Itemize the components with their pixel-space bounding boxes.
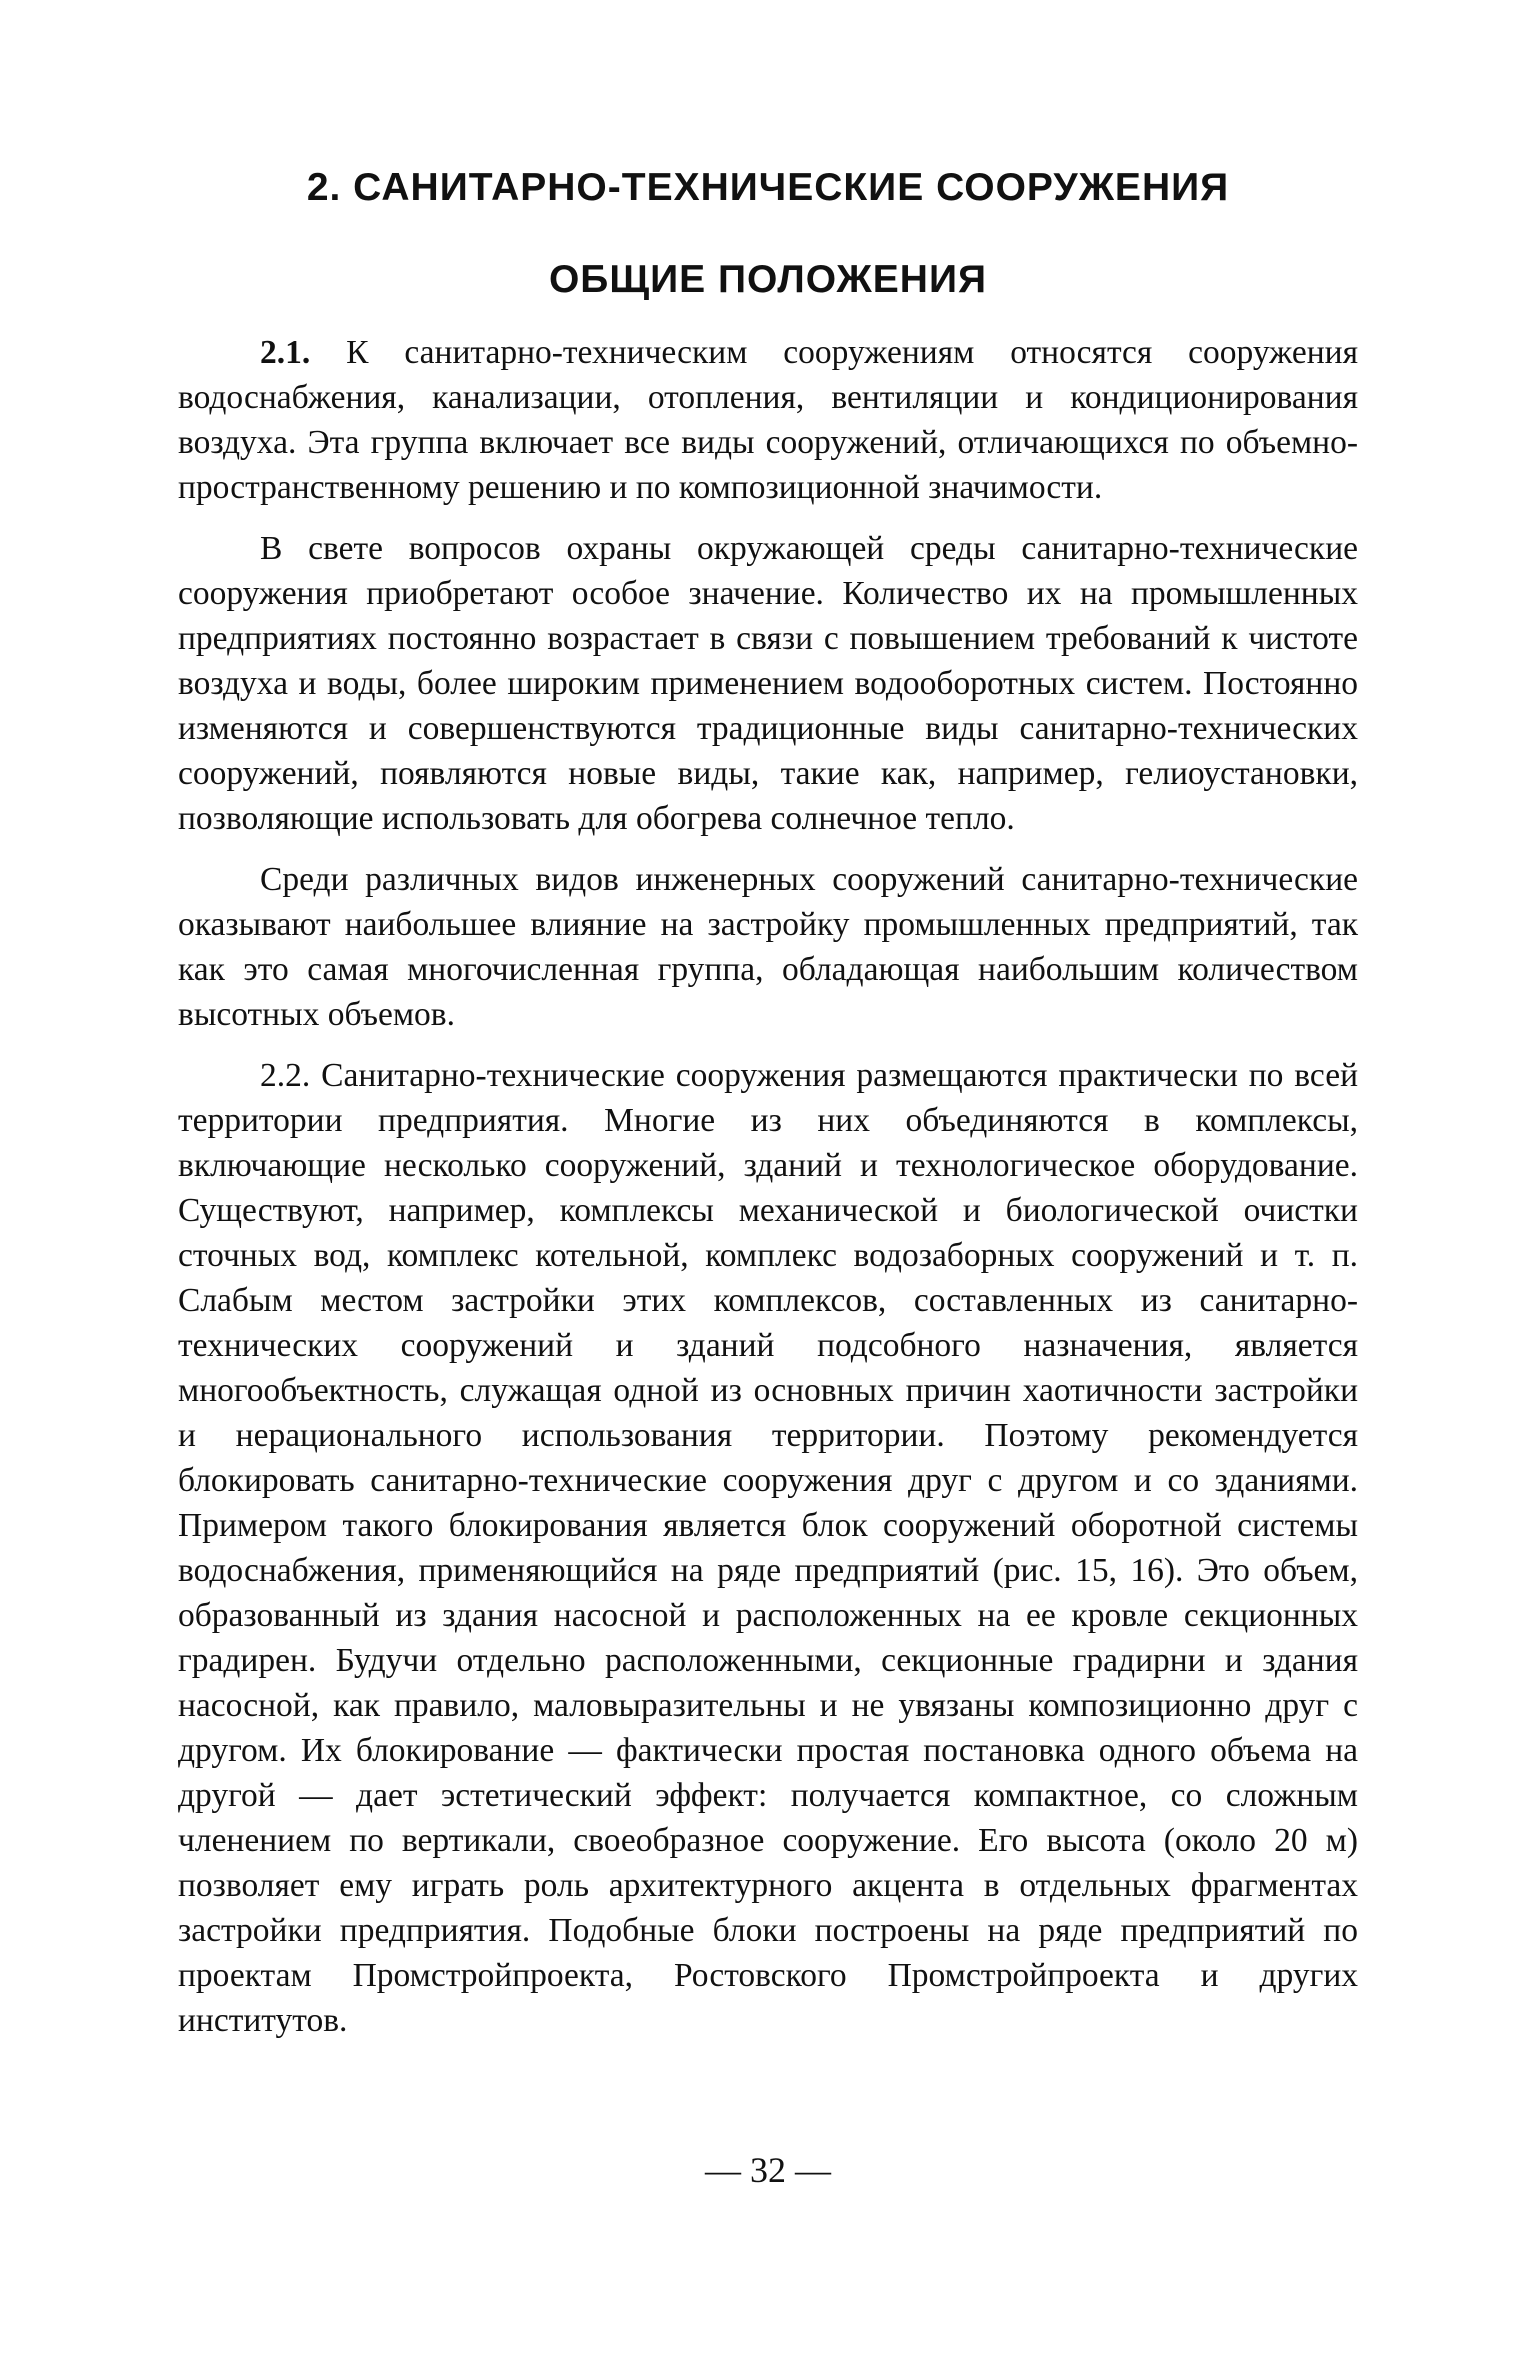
paragraph bbox=[178, 1053, 1358, 2043]
clause-number: 2.1. bbox=[260, 334, 311, 371]
paragraph bbox=[178, 857, 1358, 1037]
paragraph-text: В свете вопросов охраны окружающей среды санитарно-технические сооружения приобретают особое значение. Количество их на промышленных предприятиях постоянно возрастает в связи с повышением требований к чистоте воздуха и воды, более широким применением водооборотных систем. Постоянно изменяются и совершенствуются традиционные виды санитарно-технических сооружений, появляются новые виды, такие как, например, гелиоустановки, позволяющие использовать для обогрева солнечное тепло. bbox=[178, 530, 1358, 837]
page-number: — 32 — bbox=[705, 2150, 831, 2190]
body-text bbox=[178, 330, 1358, 2043]
chapter-title: 2. САНИТАРНО-ТЕХНИЧЕСКИЕ СООРУЖЕНИЯ bbox=[306, 166, 1230, 209]
paragraph-text: Среди различных видов инженерных сооружений санитарно-технические оказывают наибольшее влияние на застройку промышленных предприятий, так как это самая многочисленная группа, обладающая наибольшим количеством высотных объемов. bbox=[178, 861, 1358, 1033]
paragraph-text: Санитарно-технические сооружения размещаются практически по всей территории предприятия. Многие из них объединяются в комплексы, включающие несколько сооружений, зданий и технологическое оборудование. Существуют, например, комплексы механической и биологической очистки сточных вод, комплекс котельной, комплекс водозаборных сооружений и т. п. Слабым местом застройки этих комплексов, составленных из санитарно-технических сооружений и зданий подсобного назначения, является многообъектность, служащая одной из основных причин хаотичности застройки и нерационального использования территории. Поэтому рекомендуется блокировать санитарно-технические сооружения друг с другом и со зданиями. Примером такого блокирования является блок сооружений оборотной системы водоснабжения, применяющийся на ряде предприятий (рис. 15, 16). Это объем, образованный из здания насосной и расположенных на ее кровле секционных градирен. Будучи отдельно расположенными, секционные градирни и здания насосной, как правило, маловыразительны и не увязаны композиционно друг с другом. Их блокирование — фактически простая постановка одного объема на другой — дает эстетический эффект: получается компактное, со сложным членением по вертикали, своеобразное сооружение. Его высота (около 20 м) позволяет ему играть роль архитектурного акцента в отдельных фрагментах застройки предприятия. Подобные блоки построены на ряде предприятий по проектам Промстройпроекта, Ростовского Промстройпроекта и других институтов. bbox=[178, 1057, 1358, 2039]
paragraph bbox=[178, 526, 1358, 841]
page-body bbox=[178, 150, 1358, 2059]
paragraph-text: К санитарно-техническим сооружениям относятся сооружения водоснабжения, канализации, отопления, вентиляции и кондиционирования воздуха. Эта группа включает все виды сооружений, отличающихся по объемно-пространственному решению и по композиционной значимости. bbox=[178, 334, 1358, 506]
clause-number: 2.2. bbox=[260, 1057, 311, 1094]
paragraph bbox=[178, 330, 1358, 510]
section-title: ОБЩИЕ ПОЛОЖЕНИЯ bbox=[548, 258, 988, 301]
